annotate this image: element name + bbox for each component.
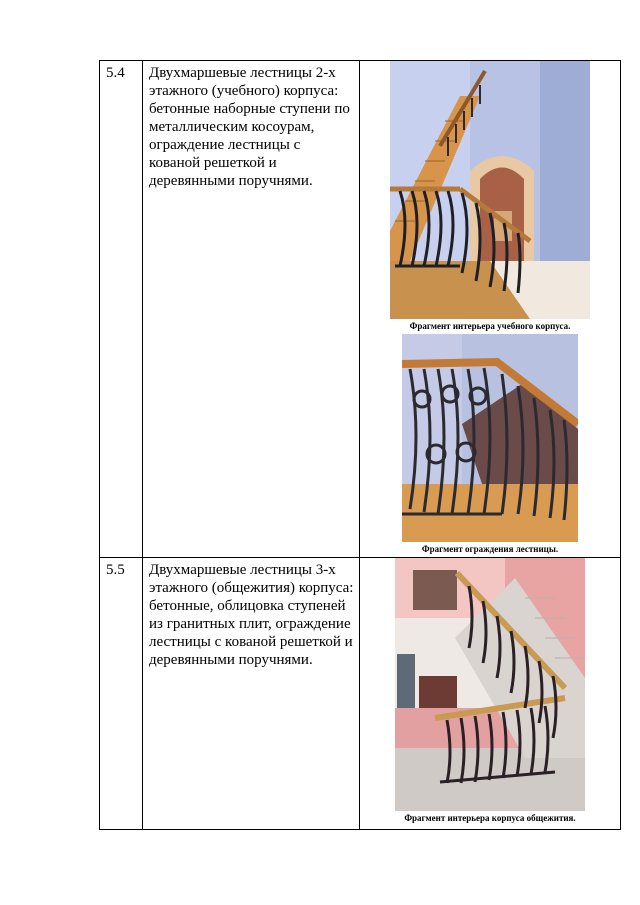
staircase-interior-photo [390,61,590,319]
photo-cell [360,558,621,830]
stairs-table [99,60,621,830]
photo-caption: Фрагмент ограждения лестницы. [421,544,559,554]
photo-cell [360,61,621,558]
table-row [100,558,621,830]
photo-caption: Фрагмент интерьера корпуса общежития. [404,813,576,823]
photo-block [360,61,620,332]
row-number: 5.4 [100,61,143,558]
photo-block [360,558,620,824]
table-row [100,61,621,558]
wrought-iron-railing-photo [402,334,578,542]
row-description: Двухмаршевые лестницы 3-х этажного (общежития) корпуса: бетонные, облицовка ступеней из гранитных плит, ограждение лестницы с кованой решеткой и деревянными поручнями. [143,558,360,830]
photo-block [360,334,620,555]
photo-caption: Фрагмент интерьера учебного корпуса. [409,321,571,331]
row-description: Двухмаршевые лестницы 2-х этажного (учебного) корпуса: бетонные наборные ступени по металлическим косоурам, ограждение лестницы с кованой решеткой и деревянными поручнями. [143,61,360,558]
dormitory-staircase-photo [395,558,585,811]
row-number: 5.5 [100,558,143,830]
